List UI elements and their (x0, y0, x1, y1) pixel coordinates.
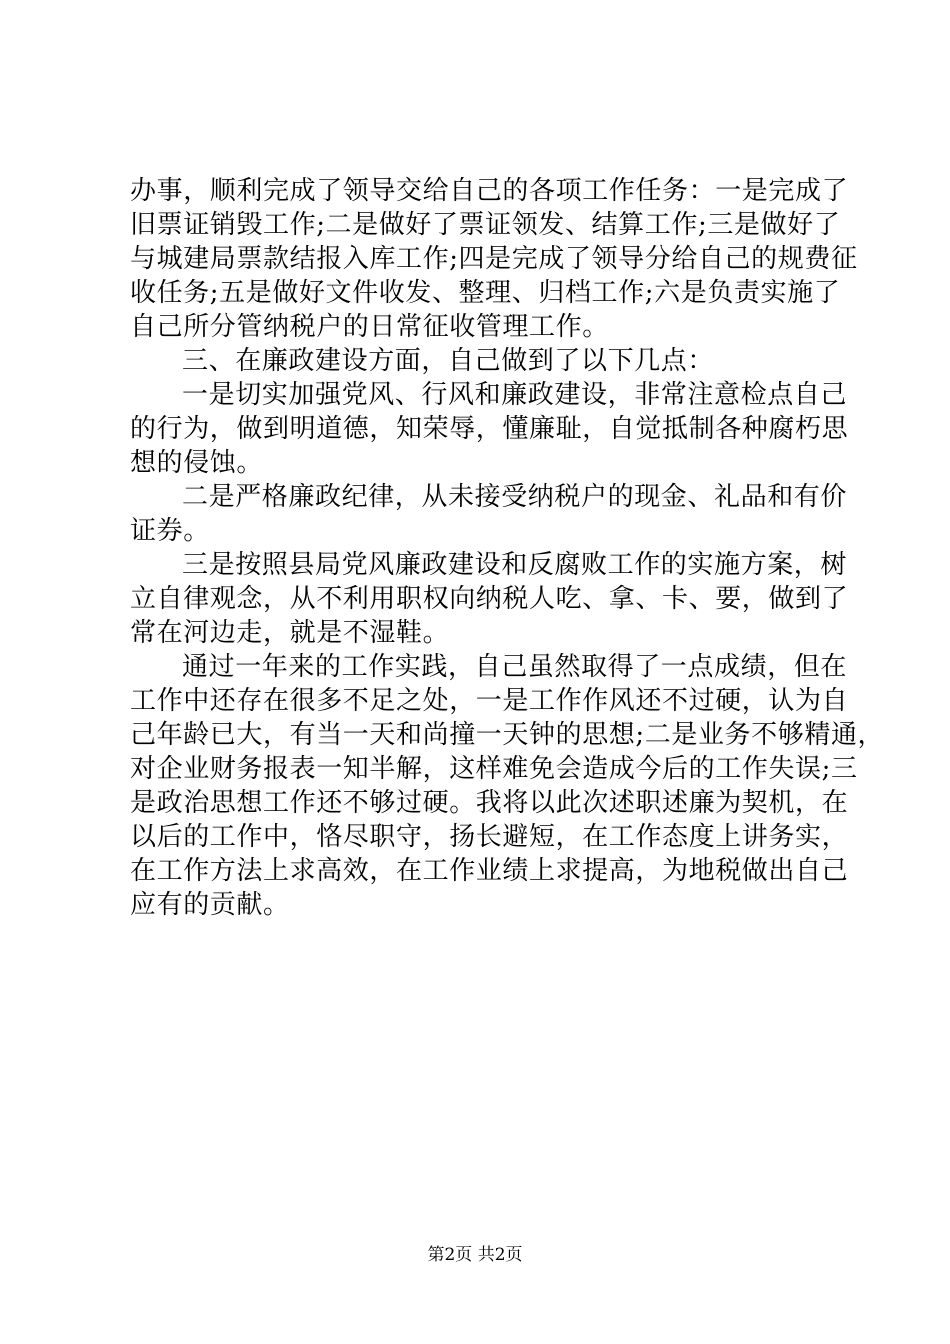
text-line: 想的侵蚀。 (130, 448, 264, 478)
text-line: 三是按照县局党风廉政建设和反腐败工作的实施方案，树 (182, 550, 848, 580)
text-line: 以后的工作中，恪尽职守，扬长避短，在工作态度上讲务实， (130, 822, 849, 852)
text-line: 对企业财务报表一知半解，这样难免会造成今后的工作失误;三 (130, 754, 858, 784)
text-line: 一是切实加强党风、行风和廉政建设，非常注意检点自己 (182, 380, 848, 410)
text-line: 立自律观念，从不利用职权向纳税人吃、拿、卡、要，做到了 (130, 584, 849, 614)
text-line: 在工作方法上求高效，在工作业绩上求提高，为地税做出自己 (130, 856, 849, 886)
text-line: 应有的贡献。 (130, 890, 290, 920)
page-number-footer: 第2页 共2页 (427, 1245, 523, 1265)
section-heading: 三、在廉政建设方面，自己做到了以下几点： (182, 346, 715, 376)
text-line: 自己所分管纳税户的日常征收管理工作。 (130, 312, 609, 342)
text-line: 工作中还存在很多不足之处，一是工作作风还不过硬，认为自 (130, 686, 849, 716)
text-line: 证券。 (130, 516, 210, 546)
document-body (130, 174, 885, 922)
text-line: 是政治思想工作还不够过硬。我将以此次述职述廉为契机，在 (130, 788, 849, 818)
text-line: 常在河边走，就是不湿鞋。 (130, 618, 450, 648)
text-line: 办事，顺利完成了领导交给自己的各项工作任务：一是完成了 (130, 176, 849, 206)
text-line: 旧票证销毁工作;二是做好了票证领发、结算工作;三是做好了 (130, 210, 841, 240)
text-line: 与城建局票款结报入库工作;四是完成了领导分给自己的规费征 (130, 244, 858, 274)
text-line: 己年龄已大，有当一天和尚撞一天钟的思想;二是业务不够精通， (130, 720, 885, 750)
text-line: 收任务;五是做好文件收发、整理、归档工作;六是负责实施了 (130, 278, 841, 308)
text-line: 的行为，做到明道德，知荣辱，懂廉耻，自觉抵制各种腐朽思 (130, 414, 849, 444)
text-line: 二是严格廉政纪律，从未接受纳税户的现金、礼品和有价 (182, 482, 848, 512)
text-line: 通过一年来的工作实践，自己虽然取得了一点成绩，但在 (182, 652, 848, 682)
